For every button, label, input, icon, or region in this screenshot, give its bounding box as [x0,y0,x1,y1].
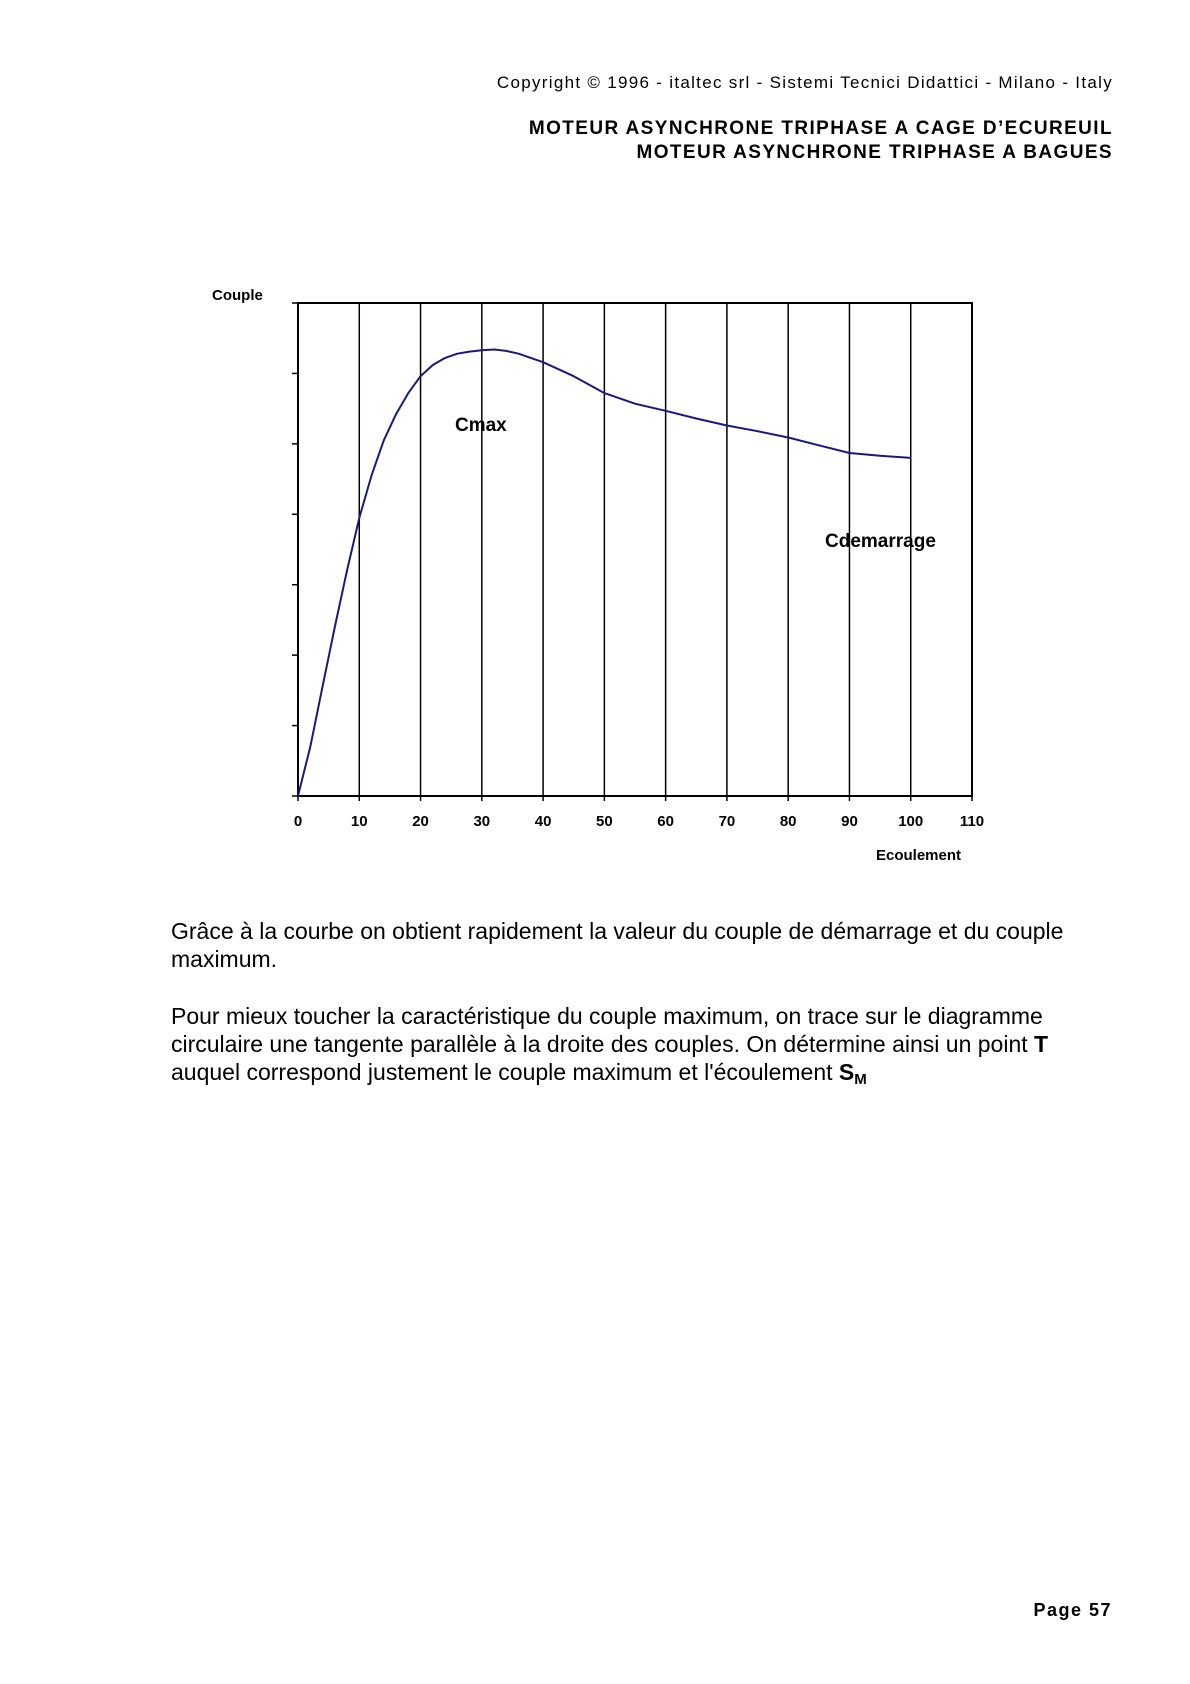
x-tick-label-50: 50 [596,813,613,830]
data-point [518,353,520,355]
data-point [309,746,311,748]
data-point [849,452,851,454]
paragraph-2-text2: auquel correspond justement le couple maximum et l'écoulement [171,1059,839,1085]
data-point [910,457,912,459]
data-point [346,570,348,572]
paragraph-1: Grâce à la courbe on obtient rapidement la valeur du couple de démarrage et du couple maximum. [171,918,1064,972]
data-point [530,357,532,359]
data-point [757,430,759,432]
data-point [634,403,636,405]
x-tick-labels [294,813,984,830]
data-point [371,475,373,477]
data-point [879,455,881,457]
x-axis-label: Ecoulement [876,847,962,864]
annotation-cmax: Cmax [455,415,507,436]
annotation-cdemarrage: Cdemarrage [825,531,936,552]
data-point [695,418,697,420]
data-point [358,517,360,519]
data-point [420,375,422,377]
x-tick-label-70: 70 [718,813,736,830]
data-point [395,413,397,415]
x-tick-label-90: 90 [841,813,858,830]
y-axis-label: Couple [212,287,263,304]
symbol-s-subscript: M [854,1071,867,1088]
x-tick-label-30: 30 [473,813,491,830]
data-point [542,361,544,363]
data-point [297,795,299,797]
x-tick-label-100: 100 [898,813,924,830]
x-tick-label-80: 80 [779,813,797,830]
x-tick-label-110: 110 [959,813,985,830]
data-point [432,364,434,366]
data-point [818,444,820,446]
data-point [407,392,409,394]
data-point [444,357,446,359]
page-number: Page 57 [1033,1600,1112,1620]
x-tick-label-40: 40 [534,813,552,830]
data-point [383,440,385,442]
x-tick-label-60: 60 [657,813,674,830]
x-tick-label-20: 20 [412,813,429,830]
symbol-s [838,1059,867,1088]
point-t: T [1034,1031,1049,1057]
chart-grid [292,303,972,801]
copyright-notice: Copyright © 1996 - italtec srl - Sistemi Tecnici Didattici - Milano - Italy [496,73,1113,92]
paragraph-2 [171,1002,1121,1094]
x-tick-label-0: 0 [293,813,303,830]
data-point [787,437,789,439]
document-title-line1: MOTEUR ASYNCHRONE TRIPHASE A CAGE D’ECUREUIL [528,118,1113,139]
data-point [334,626,336,628]
data-point [322,686,324,688]
symbol-s-letter: S [838,1059,855,1085]
data-point [726,425,728,427]
data-point [573,375,575,377]
document-title-line2: MOTEUR ASYNCHRONE TRIPHASE A BAGUES [636,142,1113,163]
data-point [665,410,667,412]
data-point [493,349,495,351]
data-point [506,350,508,352]
data-point [457,353,459,355]
data-point [604,392,606,394]
x-tick-label-10: 10 [350,813,368,830]
data-point [469,351,471,353]
data-point [481,349,483,351]
paragraph-2-text: Pour mieux toucher la caractéristique du couple maximum, on trace sur le diagramme circulaire une tangente parallèle à la droite des couples. On détermine ainsi un point [171,1003,1043,1057]
